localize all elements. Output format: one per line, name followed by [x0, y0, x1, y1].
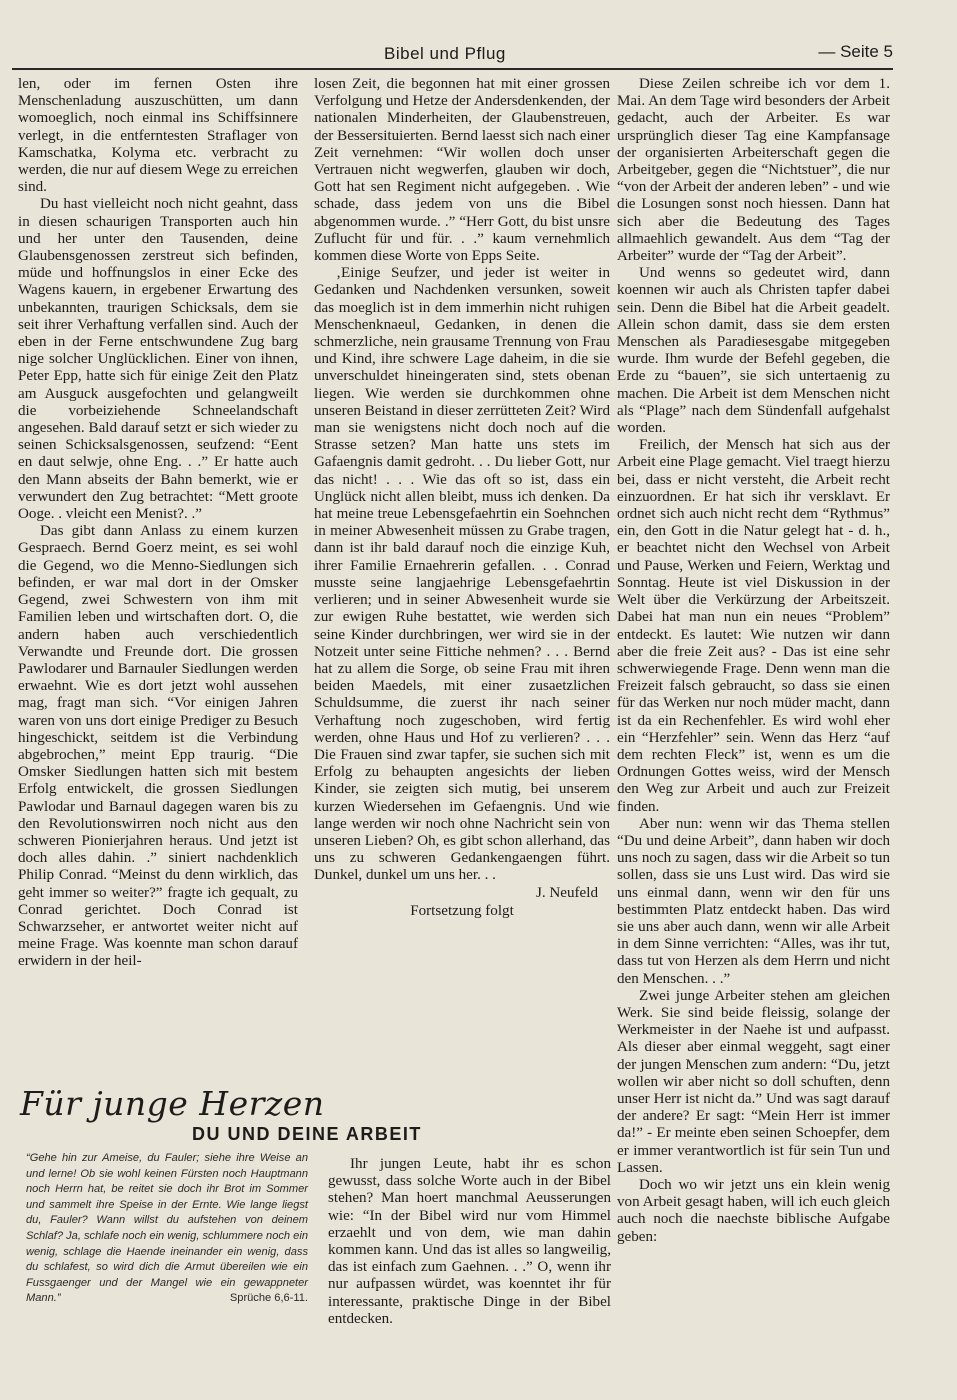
header-rule: [12, 68, 893, 70]
paragraph: Aber nun: wenn wir das Thema stellen “Du und deine Arbeit”, dann haben wir doch uns noch zu sagen, dass wir die Arbeit so tun sollen, dass sie uns Lust wird. Das wird sie uns einmal dann, wenn wir den für uns bestimmten Platz entdeckt haben. Das wird sie uns aber auch dann, wenn wir alle Arbeit in dem Sinne verrichten: “Alles, was ihr tut, dass tut von Herzen als dem Herrn und nicht den Menschen. . .”: [617, 815, 890, 987]
paragraph: Freilich, der Mensch hat sich aus der Arbeit eine Plage gemacht. Viel traegt hierzu bei, dass er nicht versteht, die Arbeit recht einzuordnen. Er hat sich ihr versklavt. Er ordnet sich auch nicht recht dem “Rythmus” ein, den Gott in die Natur gelegt hat - d. h., er beachtet nicht den Wechsel von Arbeit und Pause, Werken und Feiern, Werktag und Sonntag. Heute ist viel Diskussion in der Welt über die Verkürzung der Arbeitszeit. Dabei hat man nun ein neues “Problem” entdeckt. Es lautet: Wie nutzen wir dann aber die freie Zeit aus? - Das ist eine sehr schwerwiegende Frage. Denn wenn man die Freizeit falsch gebraucht, so dass sie einen für das Werken nur noch müder macht, dann ist da ein Rechenfehler. Es wird wohl eher ein “Herzfehler” sein. Wenn das Herz “auf dem rechten Fleck” ist, wenn es um die Ordnungen Gottes weiss, wird der Mensch den Weg zur Arbeit und auch zur Freizeit finden.: [617, 437, 890, 815]
column-3: [617, 76, 890, 1246]
column-1: [18, 76, 298, 971]
quote-source: Sprüche 6,6-11.: [229, 1292, 308, 1305]
quote-text: “Gehe hin zur Ameise, du Fauler; siehe ihre Weise an und lerne! Ob sie wohl keinen Fürsten noch Hauptmann noch Herrn hat, be reitet sie doch ihr Brot im Sommer und sammelt ihre Speise in der Ernte. Wie lange liegst du, Fauler? Wann willst du aufstehen von deinem Schlaf? Ja, schlafe noch ein wenig, schlummere noch ein wenig, schlage die Haende ineinander ein wenig, dass du schlafest, so wird dich die Armut übereilen wie ein Fussgaenger und der Mangel wie ein gewappneter Mann.”: [26, 1152, 308, 1305]
paragraph: Das gibt dann Anlass zu einem kurzen Gespraech. Bernd Goerz meint, es sei wohl die Gegend, wo die Menno-Siedlungen sich befinden, er war mal dort in der Omsker Gegend, zwei Schwestern von ihm mit Familien leben und wirtschaften dort. O, die andern haben auch verschiedentlich Verwandte und Freunde dort. Die grossen Pawlodarer und Barnauler Siedlungen werden erwaehnt. Wie es dort jetzt wohl aussehen mag, fragt man sich. “Vor einigen Jahren waren von uns dort einige Prediger zu Besuch hingeschickt, seitdem ist die Verbindung abgebrochen,” meint Epp traurig. “Die Omsker Siedlungen hatten sich mit bestem Erfolg entwickelt, die grossen Siedlungen Pawlodar und Barnaul dagegen waren bis zu den Revolutionswirren noch nicht aus den schweren Pionierjahren heraus. Und jetzt ist doch alles dahin. .” siniert nachdenklich Philip Conrad. “Meinst du denn wirklich, das geht immer so weiter?” fragte ich gequalt, zu Conrad gerichtet. Doch Conrad ist Schwarzseher, er antwortet weiter nicht auf meine Frage. Was koennte man schon darauf erwidern in der heil-: [18, 523, 298, 970]
paragraph: Diese Zeilen schreibe ich vor dem 1. Mai. An dem Tage wird besonders der Arbeit gedacht, auch der Arbeiter. Es war ursprünglich dieser Tag eine Kampfansage der organisierten Arbeiterschaft gegen die Arbeitgeber, gegen die “Nichtstuer”, die nur “von der Arbeit der anderen leben” - und wie die Losungen sonst noch hiessen. Dann hat sich aber die Bedeutung des Tages allmaehlich gewandelt. Aus dem “Tag der Arbeiter” wurde der “Tag der Arbeit”.: [617, 76, 890, 265]
author-line: [314, 885, 610, 902]
column-2: [314, 76, 610, 920]
article-title: DU UND DEINE ARBEIT: [192, 1124, 422, 1144]
paragraph: Zwei junge Arbeiter stehen am gleichen Werk. Sie sind beide fleissig, solange der Werkmeister in der Naehe ist und aufpasst. Als dieser aber einmal weggeht, sagt einer der jungen Menschen zum andern: “Du, jetzt wollen wir aber nicht so doll schuften, denn unser Herr ist nicht da.” Und was sagt darauf der andere? Er sagt: “Mein Herr ist immer da!” - Er meinte eben seinen Schoepfer, dem er immer verantwortlich ist für sein Tun und Lassen.: [617, 987, 890, 1176]
author-signature: J. Neufeld: [535, 884, 598, 901]
paragraph: Du hast vielleicht noch nicht geahnt, dass in diesen schaurigen Transporten auch hin und her unter den Tausenden, deine Glaubensgenossen zerstreut sich befinden, müde und hoffnungslos in einer Ecke des Wagens kauern, in ergebener Erwartung des unbekannten, traurigen Schicksals, dem sie seit ihrer Verhaftung verfallen sind. Auch der eben in der Ferne entschwundene Zug barg nige solcher Unglücklichen. Einer von ihnen, Peter Epp, hatte sich für einige Zeit den Platz am Ausguck ausgefochten und gelangweilt die vorbeiziehende Schneelandschaft angesehen. Bald darauf setzt er sich wieder zu seinen Schicksalsgenossen, seufzend: “Eent en daut selwje, ohne Eng. . .” Er hatte auch den Mann abseits der Bahn bemerkt, wie er verwundert den Zug betrachtet: “Mett groote Ooge. . vleicht een Menist?. .”: [18, 196, 298, 523]
paragraph: Ihr jungen Leute, habt ihr es schon gewusst, dass solche Worte auch in der Bibel stehen? Man hoert manchmal Aeusserungen wie: “In der Bibel wird nur vom Himmel erzaehlt und von dem, wie man dahin kommen kann. Und das ist alles so langweilig, das ist einfach zum Gaehnen. . .” O, wenn ihr nur aufpassen würdet, was koenntet ihr für interessante, praktische Dinge in der Bibel entdecken.: [328, 1156, 611, 1327]
paragraph: losen Zeit, die begonnen hat mit einer grossen Verfolgung und Hetze der Andersdenkenden, der nationalen Minderheiten, der Glaubenstreuen, der Bessersituierten. Bernd laesst sich nach einer Zeit vernehmen: “Wir wollen doch unser Vertrauen nicht wegwerfen, glauben wir doch, Gott hat sen Regiment nicht aufgegeben. . Wie schade, dass jedem von uns die Bibel abgenommen wurde. .” “Herr Gott, du bist unsre Zuflucht für und für. . .” kaum vernehmlich kommen diese Worte von Epps Seite.: [314, 76, 610, 265]
paragraph: ‚Einige Seufzer, und jeder ist weiter in Gedanken und Nachdenken versunken, soweit das moeglich ist in dem immerhin nicht ruhigen Menschenknaeul, Gedanken, in denen die schmerzliche, nein grausame Trennung von Frau und Kind, ihre schwere Lage daheim, in die sie unverschuldet hineingeraten sind, stets obenan liegen. Wie werden sie durchkommen ohne unseren Beistand in dieser zerrütteten Zeit? Wird man sie wenigstens nicht doch noch auf die Strasse setzen? Man hatte uns stets im Gafaengnis damit gedroht. . . Du lieber Gott, nur das nicht! . . . Wie das oft so ist, dass ein Unglück nicht allen bleibt, muss ich denken. Da hat meine treue Lebensgefaehrtin ein Soehnchen in meiner Abwesenheit müssen zu Grabe tragen, dann ist ihr bald darauf noch die einzige Kuh, ihrer Familie Ernaehrerin gefallen. . . Conrad musste seine langjaehrige Lebensgefaehrtin verlieren; und in seiner Abwesenheit wurde sie zur ewigen Ruhe bestattet, wie werden sich seine Kinder durchbringen, wer wird sie in der Notzeit unter seine Fittiche nehmen? . . . Bernd hat zu allem die Sorge, ob seine Frau mit ihren beiden Maedels, mit einer zusaetzlichen Schuldsumme, die zuerst ihr nach seiner Verhaftung noch zugeschoben, wird fertig werden, ohne Haus und Hof zu verlieren? . . . Die Frauen sind zwar tapfer, sie suchen sich mit Erfolg zu behaupten angesichts der lieben Kinder, sie zeigten sich mutig, bei unserem kurzen Wiedersehen im Gefaengnis. Und wie lange werden wir noch ohne Nachricht sein von unseren Lieben? Oh, es gibt schon allerhand, das uns zu schweren Gedankengaengen führt. Dunkel, dunkel um uns her. . .: [314, 265, 610, 884]
continued-note: Fortsetzung folgt: [410, 902, 514, 919]
paragraph: Und wenns so gedeutet wird, dann koennen wir auch als Christen tapfer dabei sein. Denn die Bibel hat die Arbeit geadelt. Allein schon damit, dass sie dem ersten Menschen als Paradiesesgabe mitgegeben wurde. Ihm wurde der Befehl gegeben, die Erde zu “bauen”, sie sich untertaenig zu machen. Die Arbeit ist dem Menschen nicht als “Plage” nach dem Sündenfall aufgehalst worden.: [617, 265, 890, 437]
running-header-title: Bibel und Pflug: [384, 44, 506, 63]
bible-quote: [26, 1151, 308, 1307]
paragraph: Doch wo wir jetzt uns ein klein wenig von Arbeit gesagt haben, will ich euch gleich auch noch die naechste biblische Aufgabe geben:: [617, 1177, 890, 1245]
section-heading: Für junge Herzen: [20, 1084, 325, 1123]
paragraph: len, oder im fernen Osten ihre Menschenladung auszuschütten, um dann womoeglich, noch einmal ins Schiffsinnere verlegt, in die entferntesten Straflager von Kamschatka, Kolyma etc. verbracht zu werden, die nur auf diesem Wege zu erreichen sind.: [18, 76, 298, 196]
page-number: — Seite 5: [818, 42, 893, 61]
article-intro: [328, 1156, 611, 1328]
